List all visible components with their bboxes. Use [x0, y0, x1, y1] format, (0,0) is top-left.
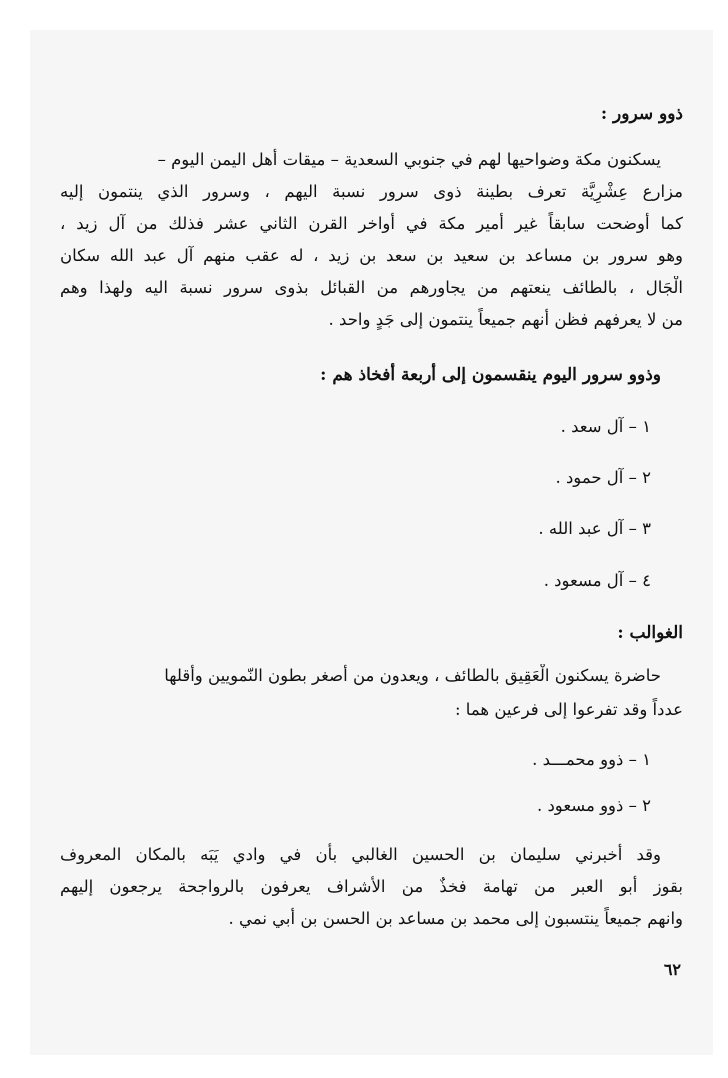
paragraph-line: الْجَال ، بالطائف ينعتهم من يجاورهم من القبائل بذوى سرور نسبة اليه ولهذا وهم — [60, 278, 683, 297]
paragraph-line: كما أوضحت سابقاً غير أمير مكة في أواخر القرن الثاني عشر فذلك من آل زيد ، — [60, 214, 683, 233]
book-page — [30, 30, 713, 1055]
paragraph-line: وانهم جميعاً ينتسبون إلى محمد بن مساعد بن الحسن بن أبي نمي . — [228, 909, 683, 928]
paragraph-line: وقد أخبرني سليمان بن الحسين الغالبي بأن في وادي يَبَه بالمكان المعروف — [60, 845, 661, 864]
page-number: ٦٢ — [663, 960, 681, 979]
list-item: ٢ – ذوو مسعود . — [536, 796, 651, 815]
paragraph-line: من لا يعرفهم فظن أنهم جميعاً ينتمون إلى جَدٍ واحد . — [328, 310, 683, 329]
section-title-ghawalib: الغوالب : — [617, 623, 683, 643]
list-item: ٤ – آل مسعود . — [543, 571, 651, 590]
list-item: ١ – آل سعد . — [560, 417, 651, 436]
section-title-thawu-surur: ذوو سرور : — [600, 104, 683, 124]
list-item: ١ – ذوو محمـــد . — [532, 750, 651, 769]
paragraph-line: يسكنون مكة وضواحيها لهم في جنوبي السعدية – ميقات أهل اليمن اليوم – — [157, 150, 661, 169]
paragraph-line: عدداً وقد تفرعوا إلى فرعين هما : — [455, 700, 683, 719]
subheading-clans: وذوو سرور اليوم ينقسمون إلى أربعة أفخاذ هم : — [320, 365, 661, 385]
paragraph-line: حاضرة يسكنون الْعَقِيق بالطائف ، ويعدون من أصغر بطون النّمويين وأقلها — [164, 666, 661, 685]
list-item: ٢ – آل حمود . — [555, 468, 651, 487]
paragraph-line: بقوز أبو العبر من تهامة فخذٌ من الأشراف يعرفون بالرواجحة يرجعون إليهم — [60, 877, 683, 896]
list-item: ٣ – آل عبد الله . — [538, 519, 651, 538]
paragraph-line: وهو سرور بن مساعد بن سعيد بن سعد بن زيد ، له عقب منهم آل عبد الله سكان — [60, 246, 683, 265]
paragraph-line: مزارع عِشْرِيَّة تعرف بطينة ذوى سرور نسبة اليهم ، وسرور الذي ينتمون إليه — [60, 182, 683, 201]
